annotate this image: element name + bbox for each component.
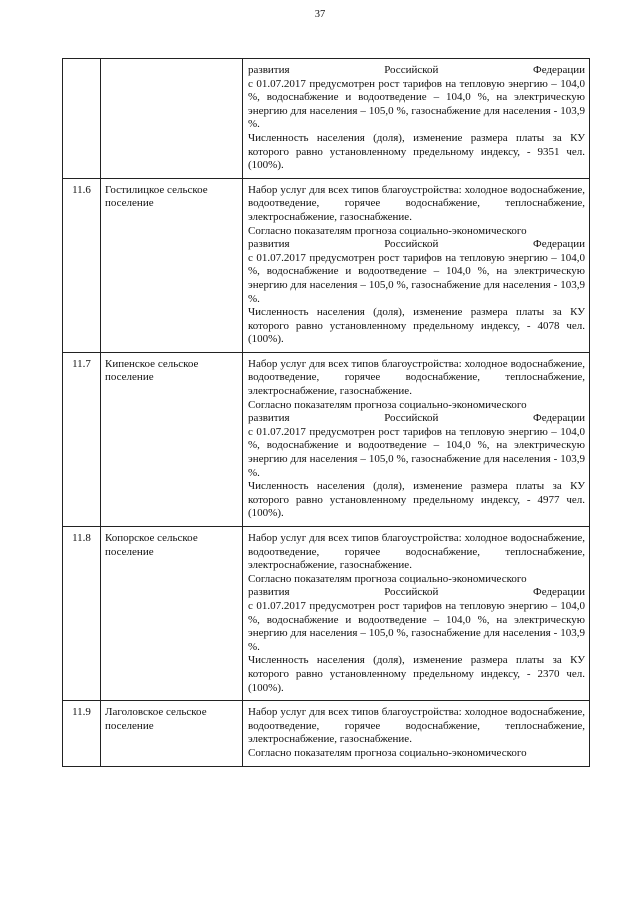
tariff-text: с 01.07.2017 предусмотрен рост тарифов на тепловую энергию – 104,0 %, водоснабжение и водоотведение – 104,0 %, на электрическую энергию для населения – 105,0 %, газоснабжение для населения - 103,9 %. [248, 77, 585, 131]
table-row [63, 527, 590, 701]
tariff-text: с 01.07.2017 предусмотрен рост тарифов на тепловую энергию – 104,0 %, водоснабжение и водоотведение – 104,0 %, на электрическую энергию для населения – 105,0 %, газоснабжение для населения - 103,9 %. [248, 251, 585, 305]
services-text: Набор услуг для всех типов благоустройства: холодное водоснабжение, водоотведение, горячее водоснабжение, теплоснабжение, электроснабжение, газоснабжение. [248, 183, 585, 223]
table-row [63, 352, 590, 526]
tariff-text: с 01.07.2017 предусмотрен рост тарифов на тепловую энергию – 104,0 %, водоснабжение и водоотведение – 104,0 %, на электрическую энергию для населения – 105,0 %, газоснабжение для населения - 103,9 %. [248, 425, 585, 479]
development-word: развития [248, 412, 290, 425]
settlement-name: Лаголовское сельское поселение [101, 701, 243, 766]
settlement-name: Гостилицкое сельское поселение [101, 178, 243, 352]
item-number [63, 59, 101, 179]
development-word: Российской [384, 238, 439, 251]
item-number: 11.9 [63, 701, 101, 766]
description-cell [243, 59, 590, 179]
development-word: Российской [384, 412, 439, 425]
table-row [63, 59, 590, 179]
table-row [63, 178, 590, 352]
forecast-text: Согласно показателям прогноза социально-экономического [248, 746, 527, 759]
settlement-name: Копорское сельское поселение [101, 527, 243, 701]
development-line [248, 238, 585, 252]
development-word: Федерации [533, 412, 585, 425]
development-word: Российской [384, 586, 439, 599]
population-text: Численность населения (доля), изменение размера платы за КУ которого равно установленному предельному индексу, - 4977 чел. (100%). [248, 480, 585, 520]
tariff-text: с 01.07.2017 предусмотрен рост тарифов на тепловую энергию – 104,0 %, водоснабжение и водоотведение – 104,0 %, на электрическую энергию для населения – 105,0 %, газоснабжение для населения - 103,9 %. [248, 599, 585, 653]
development-word: Российской [384, 64, 439, 76]
development-line [248, 586, 585, 600]
population-text: Численность населения (доля), изменение размера платы за КУ которого равно установленному предельному индексу, - 4078 чел. (100%). [248, 306, 585, 346]
forecast-text: Согласно показателям прогноза социально-экономического [248, 398, 527, 411]
services-text: Набор услуг для всех типов благоустройства: холодное водоснабжение, водоотведение, горячее водоснабжение, теплоснабжение, электроснабжение, газоснабжение. [248, 706, 585, 746]
description-cell [243, 178, 590, 352]
forecast-text: Согласно показателям прогноза социально-экономического [248, 572, 527, 585]
description-cell [243, 701, 590, 766]
development-word: развития [248, 586, 290, 599]
settlement-name: Кипенское сельское поселение [101, 352, 243, 526]
item-number: 11.7 [63, 352, 101, 526]
development-word: развития [248, 64, 290, 76]
development-word: Федерации [533, 238, 585, 251]
page-number: 37 [314, 9, 326, 20]
item-number: 11.8 [63, 527, 101, 701]
services-text: Набор услуг для всех типов благоустройства: холодное водоснабжение, водоотведение, горячее водоснабжение, теплоснабжение, электроснабжение, газоснабжение. [248, 532, 585, 572]
development-word: Федерации [533, 64, 585, 76]
population-text: Численность населения (доля), изменение размера платы за КУ которого равно установленному предельному индексу, - 2370 чел. (100%). [248, 654, 585, 694]
description-cell [243, 527, 590, 701]
development-line [248, 412, 585, 426]
forecast-text: Согласно показателям прогноза социально-экономического [248, 224, 527, 237]
settlement-name [101, 59, 243, 179]
population-text: Численность населения (доля), изменение размера платы за КУ которого равно установленному предельному индексу, - 9351 чел. (100%). [248, 131, 585, 172]
item-number: 11.6 [63, 178, 101, 352]
development-word: развития [248, 238, 290, 251]
document-table [62, 58, 590, 767]
table-row [63, 701, 590, 766]
development-word: Федерации [533, 586, 585, 599]
table-body [63, 59, 590, 767]
description-cell [243, 352, 590, 526]
services-text: Набор услуг для всех типов благоустройства: холодное водоснабжение, водоотведение, горячее водоснабжение, теплоснабжение, электроснабжение, газоснабжение. [248, 357, 585, 398]
development-line [248, 64, 585, 78]
